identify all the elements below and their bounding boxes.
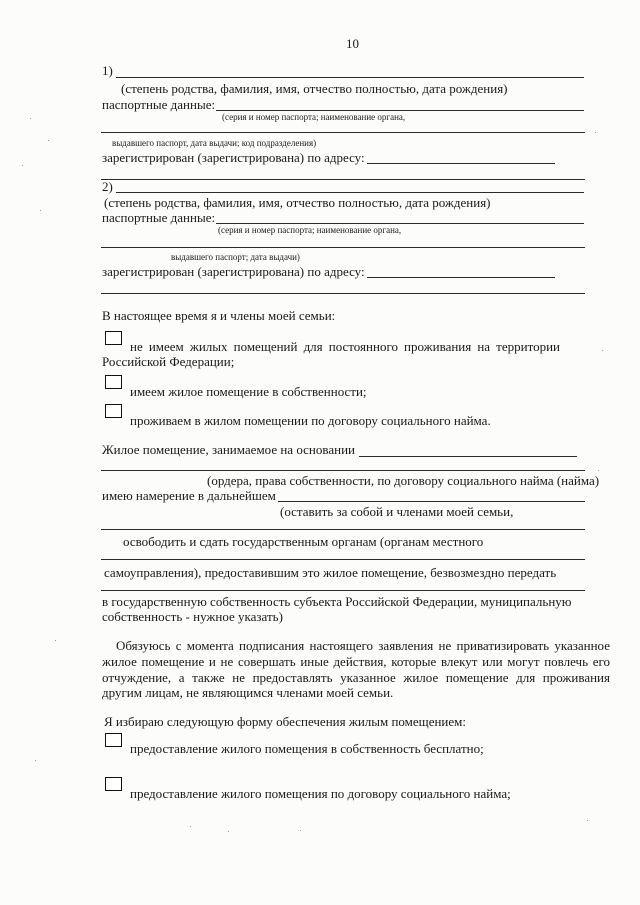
family-option3-label: проживаем в жилом помещении по договору социального найма. [130, 413, 491, 428]
housing-basis-field[interactable] [359, 456, 577, 457]
choice-option2-checkbox[interactable] [105, 777, 122, 791]
person2-registered-label: зарегистрирован (зарегистрирована) по адресу: [102, 264, 365, 279]
housing-intention-label: имею намерение в дальнейшем [102, 488, 276, 503]
page-number: 10 [346, 36, 359, 51]
housing-intention-field-2[interactable] [101, 529, 585, 530]
person2-address-field[interactable] [367, 277, 555, 278]
person2-passport-caption: (серия и номер паспорта; наименование органа, [218, 225, 402, 235]
housing-ownership-line2: собственность - нужное указать) [102, 609, 283, 624]
person1-number: 1) [102, 63, 113, 78]
housing-basis-label: Жилое помещение, занимаемое на основании [102, 442, 355, 457]
choice-heading: Я избираю следующую форму обеспечения жилым помещением: [104, 714, 466, 729]
housing-self-gov-text: самоуправления), предоставившим это жилое помещение, безвозмездно передать [104, 565, 557, 580]
housing-basis-field-2[interactable] [101, 470, 585, 471]
family-option2-checkbox[interactable] [105, 375, 122, 389]
person1-address-field[interactable] [367, 163, 555, 164]
person1-relation-caption: (степень родства, фамилия, имя, отчество полностью, дата рождения) [121, 81, 508, 96]
family-option1-line2: Российской Федерации; [102, 354, 235, 369]
family-heading: В настоящее время я и члены моей семьи: [102, 308, 336, 323]
person1-address-field-2[interactable] [101, 179, 585, 180]
person1-passport-label: паспортные данные: [102, 97, 216, 112]
choice-option1-label: предоставление жилого помещения в собственность бесплатно; [130, 741, 484, 756]
family-option3-checkbox[interactable] [105, 404, 122, 418]
person2-passport-label: паспортные данные: [102, 210, 216, 225]
obligation-line3: отчуждение, а также не предоставлять указанное жилое помещение для проживания [102, 670, 610, 685]
housing-basis-caption: (ордера, права собственности, по договору социального найма (найма) [207, 473, 600, 488]
person2-address-field-2[interactable] [101, 293, 585, 294]
person1-relation-field[interactable] [116, 77, 584, 78]
obligation-line2: жилое помещение и не совершать иные действия, которые влекут или могут повлечь его [102, 654, 610, 669]
person1-passport-field[interactable] [216, 110, 584, 111]
person2-passport-field[interactable] [216, 223, 584, 224]
person1-issued-caption: выдавшего паспорт, дата выдачи; код подразделения) [112, 138, 317, 148]
person1-registered-label: зарегистрирован (зарегистрирована) по адресу: [102, 150, 365, 165]
obligation-line4: другим лицам, не являющимся членами моей семьи. [102, 685, 394, 700]
housing-keep-caption: (оставить за собой и членами моей семьи, [280, 504, 514, 519]
obligation-line1: Обязуюсь с момента подписания настоящего заявления не приватизировать указанное [116, 638, 610, 653]
choice-option2-label: предоставление жилого помещения по договору социального найма; [130, 786, 511, 801]
housing-intention-field-3[interactable] [101, 559, 585, 560]
family-option1-checkbox[interactable] [105, 331, 122, 345]
housing-ownership-line1: в государственную собственность субъекта Российской Федерации, муниципальную [102, 594, 572, 609]
family-option1-line1: не имеем жилых помещений для постоянного проживания на территории [130, 339, 560, 354]
person2-issued-caption: выдавшего паспорт; дата выдачи) [171, 252, 300, 262]
person2-passport-field-2[interactable] [101, 247, 585, 248]
person1-passport-field-2[interactable] [101, 132, 585, 133]
person2-relation-field[interactable] [116, 192, 584, 193]
person2-relation-caption: (степень родства, фамилия, имя, отчество полностью, дата рождения) [104, 195, 491, 210]
housing-intention-field-4[interactable] [101, 590, 585, 591]
family-option2-label: имеем жилое помещение в собственности; [130, 384, 367, 399]
person1-passport-caption: (серия и номер паспорта; наименование органа, [222, 112, 406, 122]
choice-option1-checkbox[interactable] [105, 733, 122, 747]
person2-number: 2) [102, 179, 113, 194]
housing-release-text: освободить и сдать государственным органам (органам местного [123, 534, 484, 549]
housing-intention-field[interactable] [278, 501, 585, 502]
